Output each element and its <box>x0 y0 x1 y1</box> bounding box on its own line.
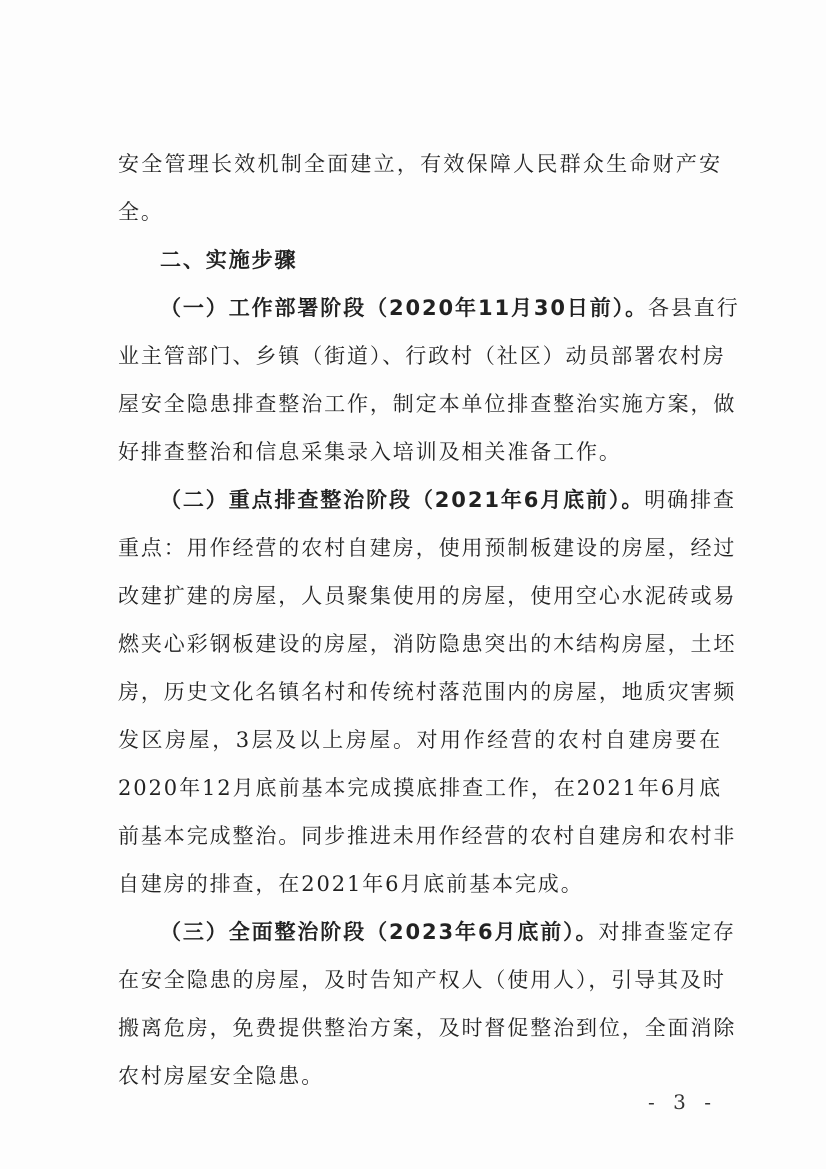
section-heading: 二、实施步骤 <box>160 248 298 272</box>
paragraph-line: 自建房的排查，在2021年6月底前基本完成。 <box>118 872 584 896</box>
paragraph-line: 农村房屋安全隐患。 <box>118 1064 325 1088</box>
line-text: 各县直行 <box>648 296 740 320</box>
paragraph-line: 改建扩建的房屋，人员聚集使用的房屋，使用空心水泥砖或易 <box>118 584 737 608</box>
paragraph-line: 发区房屋，3层及以上房屋。对用作经营的农村自建房要在 <box>118 728 722 752</box>
paragraph-line: 全。 <box>118 200 164 224</box>
paragraph-line: 燃夹心彩钢板建设的房屋，消防隐患突出的木结构房屋，土坯 <box>118 632 737 656</box>
paragraph-line: 安全管理长效机制全面建立，有效保障人民群众生命财产安 <box>118 152 722 176</box>
paragraph-line: 好排查整治和信息采集录入培训及相关准备工作。 <box>118 440 622 464</box>
paragraph-line <box>118 284 740 332</box>
paragraph-line <box>118 908 736 956</box>
paragraph-line: 2020年12月底前基本完成摸底排查工作，在2021年6月底 <box>118 776 722 800</box>
paragraph-line: 前基本完成整治。同步推进未用作经营的农村自建房和农村非 <box>118 824 737 848</box>
line-text: 明确排查 <box>644 488 736 512</box>
phase-title: （二）重点排查整治阶段（2021年6月底前）。 <box>160 488 645 512</box>
paragraph-line <box>118 476 736 524</box>
paragraph-line: 房，历史文化名镇名村和传统村落范围内的房屋，地质灾害频 <box>118 680 737 704</box>
body-text <box>118 140 740 1100</box>
phase-title: （三）全面整治阶段（2023年6月底前）。 <box>160 920 599 944</box>
paragraph-line: 业主管部门、乡镇（街道）、行政村（社区）动员部署农村房 <box>118 344 726 368</box>
line-text: 对排查鉴定存 <box>598 920 736 944</box>
page-number: - 3 - <box>648 1090 717 1114</box>
paragraph-line: 搬离危房，免费提供整治方案，及时督促整治到位，全面消除 <box>118 1016 737 1040</box>
paragraph-line: 屋安全隐患排查整治工作，制定本单位排查整治实施方案，做 <box>118 392 737 416</box>
paragraph-line: 在安全隐患的房屋，及时告知产权人（使用人），引导其及时 <box>118 968 726 992</box>
paragraph-line: 重点：用作经营的农村自建房，使用预制板建设的房屋，经过 <box>118 536 737 560</box>
phase-title: （一）工作部署阶段（2020年11月30日前）。 <box>160 296 648 320</box>
